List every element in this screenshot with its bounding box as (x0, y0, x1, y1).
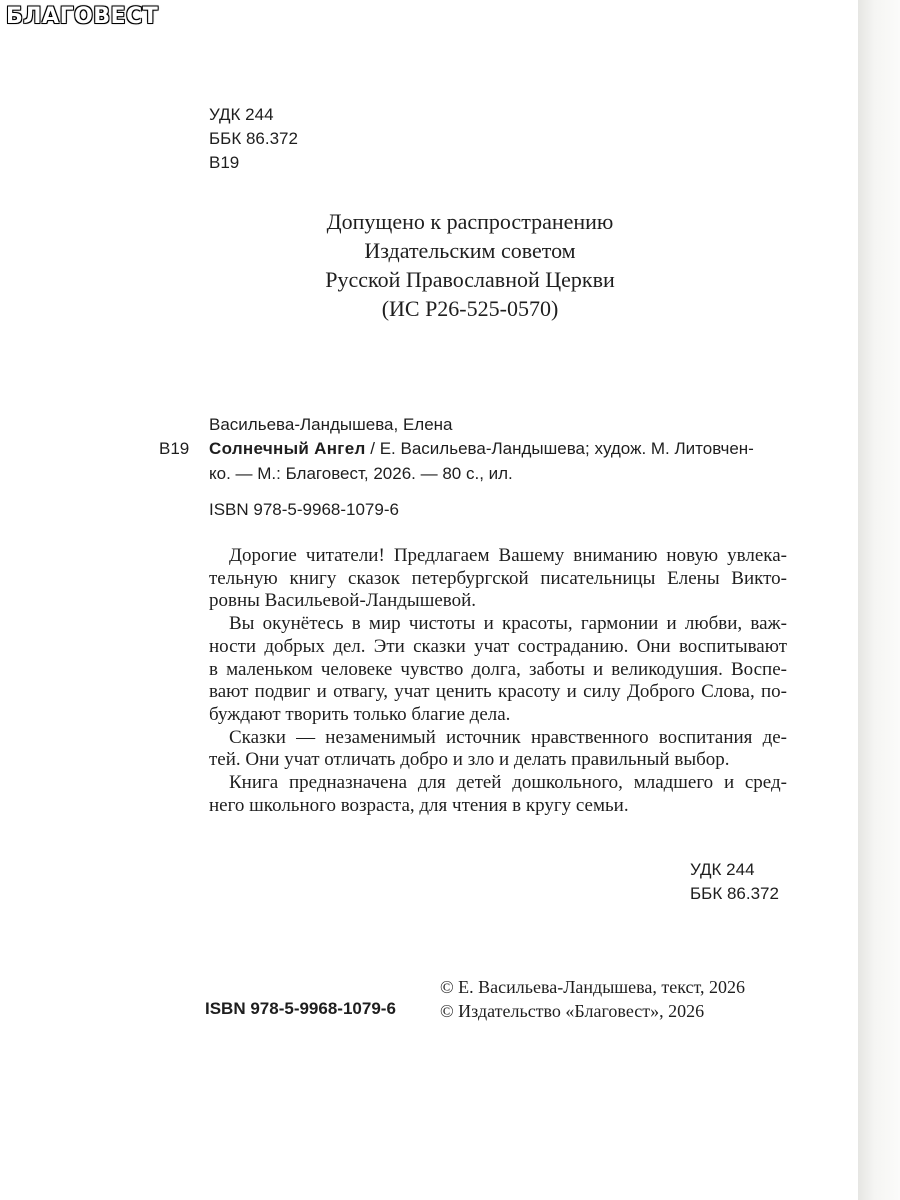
responsibility-statement: / Е. Васильева-Ландышева; худож. М. Литовчен- (365, 439, 754, 458)
annotation-line: Вы окунётесь в мир чистоты и красоты, гармонии и любви, важ- (229, 613, 787, 635)
annotation-line: вают подвиг и отвагу, учат ценить красоту и силу Доброго Слова, по- (209, 681, 787, 703)
classification-codes-top (209, 103, 298, 175)
approval-line: Допущено к распространению (326, 209, 614, 234)
isbn-bottom: ISBN 978-5-9968-1079-6 (205, 999, 396, 1018)
copyright-line: © Е. Васильева-Ландышева, текст, 2026 (440, 977, 746, 997)
book-title: Солнечный Ангел (209, 439, 366, 458)
bibliographic-title-line (209, 439, 754, 459)
annotation-line: него школьного возраста, для чтения в кругу семьи. (209, 794, 629, 816)
annotation-line: тельную книгу сказок петербургской писательницы Елены Викто- (209, 567, 787, 589)
bbk-code: ББК 86.372 (690, 884, 779, 903)
author-mark: В19 (209, 153, 240, 172)
annotation-line: буждают творить только благие дела. (209, 703, 511, 725)
bibliographic-author: Васильева-Ландышева, Елена (209, 415, 453, 434)
isbn-top: ISBN 978-5-9968-1079-6 (209, 500, 399, 519)
page-edge-shadow (858, 0, 900, 1200)
annotation-line: ровны Васильевой-Ландышевой. (209, 590, 477, 612)
classification-codes-bottom (690, 858, 779, 906)
bbk-code: ББК 86.372 (209, 129, 298, 148)
approval-number: (ИС Р26-525-0570) (381, 296, 559, 321)
udk-code: УДК 244 (209, 105, 274, 124)
udk-code: УДК 244 (690, 860, 755, 879)
publication-info: ко. — М.: Благовест, 2026. — 80 с., ил. (209, 464, 513, 483)
bibliographic-code: В19 (159, 439, 190, 458)
annotation-line: Дорогие читатели! Предлагаем Вашему вниманию новую увлека- (229, 545, 787, 566)
approval-notice (200, 207, 740, 323)
copyright-block (440, 975, 745, 1023)
annotation-line: ности добрых дел. Эти сказки учат состраданию. Они воспитывают (209, 635, 787, 657)
watermark-logo: БЛАГОВЕСТ (6, 4, 159, 29)
annotation-line: тей. Они учат отличать добро и зло и делать правильный выбор. (209, 749, 730, 771)
approval-line: Издательским советом (364, 238, 576, 263)
annotation (209, 545, 787, 817)
approval-line: Русской Православной Церкви (325, 267, 615, 292)
annotation-line: Сказки — незаменимый источник нравственного воспитания де- (229, 726, 787, 748)
annotation-line: Книга предназначена для детей дошкольного, младшего и сред- (229, 772, 787, 794)
annotation-line: в маленьком человеке чувство долга, заботы и великодушия. Воспе- (209, 658, 787, 680)
copyright-line: © Издательство «Благовест», 2026 (440, 1001, 705, 1021)
